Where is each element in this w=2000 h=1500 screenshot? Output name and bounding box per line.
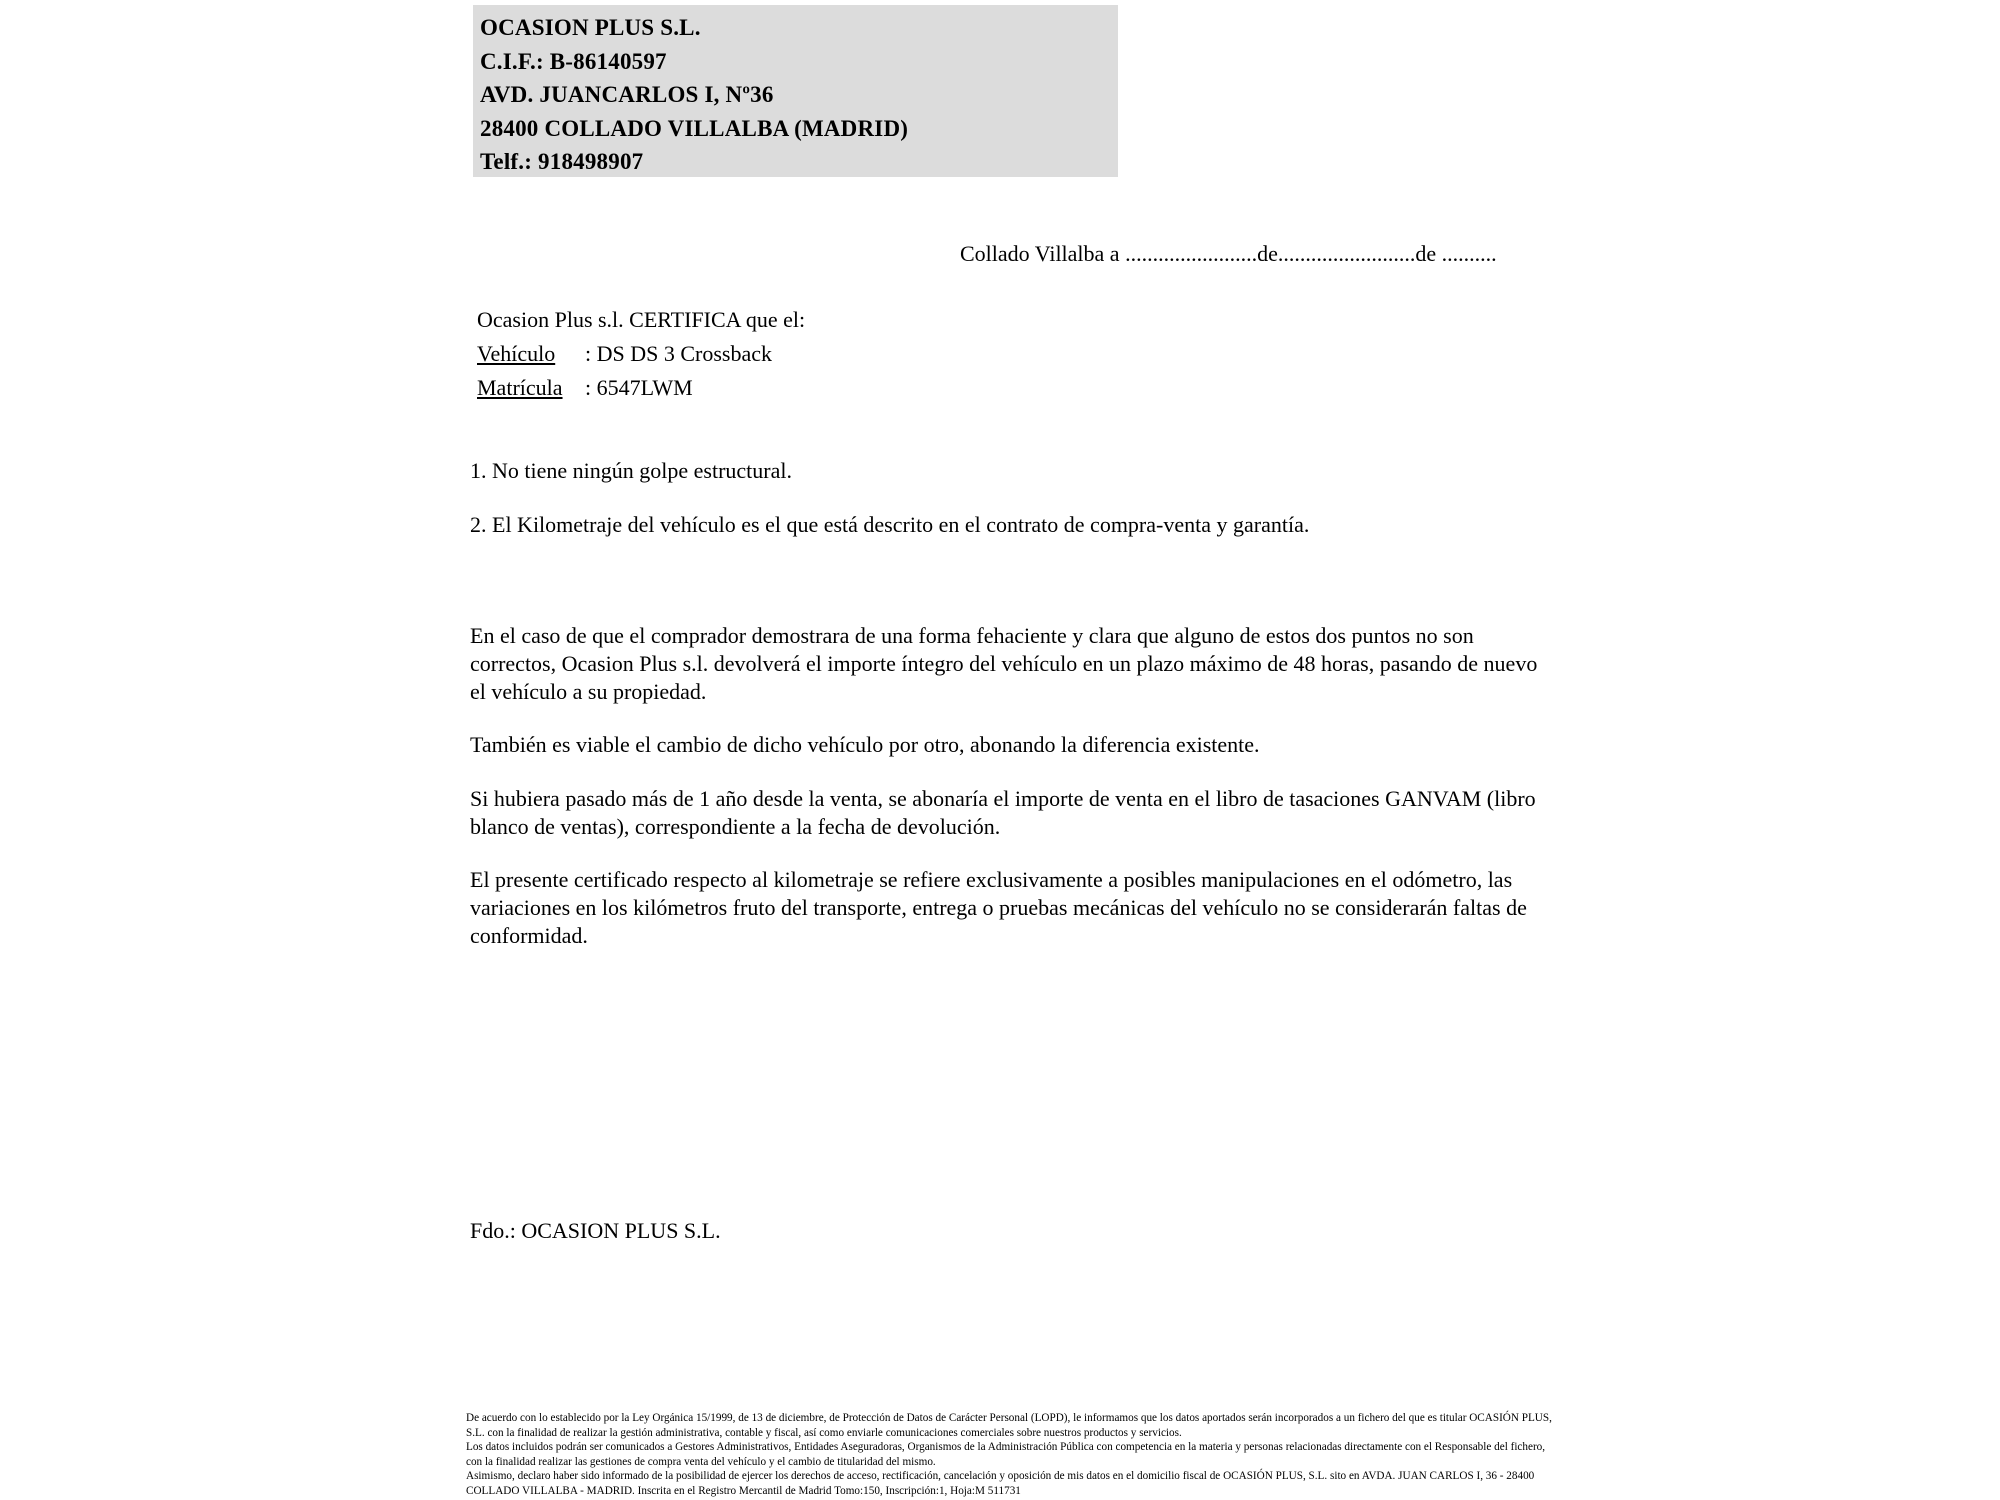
company-cif: C.I.F.: B-86140597 [480,48,667,74]
legal-lopd-paragraph: De acuerdo con lo establecido por la Ley Orgánica 15/1999, de 13 de diciembre, de Protección de Datos de Carácter Personal (LOPD), le informamos que los datos aportados serán incorporados a un fichero del que es titular OCASIÓN PLUS, S.L. con la finalidad de realizar la gestión administrativa, contable y fiscal, así como enviarle comunicaciones comerciales sobre nuestros productos y servicios. [466,1412,1552,1439]
legal-data-sharing-paragraph: Los datos incluidos podrán ser comunicados a Gestores Administrativos, Entidades Aseguradoras, Organismos de la Administración Pública con competencia en la materia y personas relacionadas directamente con el Responsable del fichero, con la finalidad realizar las gestiones de compra venta del vehículo y el cambio de titularidad del mismo. [466,1441,1546,1468]
legal-rights-paragraph: Asimismo, declaro haber sido informado de la posibilidad de ejercer los derechos de acceso, rectificación, cancelación y oposición de mis datos en el domicilio fiscal de OCASIÓN PLUS, S.L. sito en AVDA. JUAN CARLOS I, 36 - 28400 COLLADO VILLALBA - MADRID. Inscrita en el Registro Mercantil de Madrid Tomo:150, Inscripción:1, Hoja:M 511731 [466,1470,1535,1497]
legal-fine-print-block [466,1411,1561,1499]
company-city: 28400 COLLADO VILLALBA (MADRID) [480,115,909,141]
vehicle-label: Vehículo [477,341,556,366]
ganvam-paragraph: Si hubiera pasado más de 1 año desde la venta, se abonaría el importe de venta en el libro de tasaciones GANVAM (libro blanco de ventas), correspondiente a la fecha de devolución. [470,786,1536,839]
certify-intro-text: Ocasion Plus s.l. CERTIFICA que el: [477,307,806,332]
company-phone: Telf.: 918498907 [480,149,644,174]
plate-label: Matrícula [477,375,563,400]
exchange-paragraph: También es viable el cambio de dicho vehículo por otro, abonando la diferencia existente. [470,732,1260,757]
refund-paragraph: En el caso de que el comprador demostrara de una forma fehaciente y clara que alguno de estos dos puntos no son correctos, Ocasion Plus s.l. devolverá el importe íntegro del vehículo en un plazo máximo de 48 horas, pasando de nuevo el vehículo a su propiedad. [470,623,1538,704]
plate-value: : 6547LWM [585,375,693,400]
vehicle-row [477,337,805,371]
date-fill-in-line: Collado Villalba a ........................de.........................de .......... [960,241,1497,266]
company-name: OCASION PLUS S.L. [480,15,701,40]
odometer-disclaimer-paragraph: El presente certificado respecto al kilometraje se refiere exclusivamente a posibles manipulaciones en el odómetro, las variaciones en los kilómetros fruto del transporte, entrega o pruebas mecánicas del vehículo no se considerarán faltas de conformidad. [470,867,1527,948]
plate-row [477,371,805,405]
certified-point-1: 1. No tiene ningún golpe estructural. [470,458,792,483]
certified-point-2: 2. El Kilometraje del vehículo es el que está descrito en el contrato de compra-venta y garantía. [470,512,1310,537]
signature-line: Fdo.: OCASION PLUS S.L. [470,1218,721,1243]
vehicle-value: : DS DS 3 Crossback [585,341,773,366]
company-address: AVD. JUANCARLOS I, Nº36 [480,82,774,107]
company-header-block [473,5,1118,177]
certification-intro-block [477,303,805,405]
